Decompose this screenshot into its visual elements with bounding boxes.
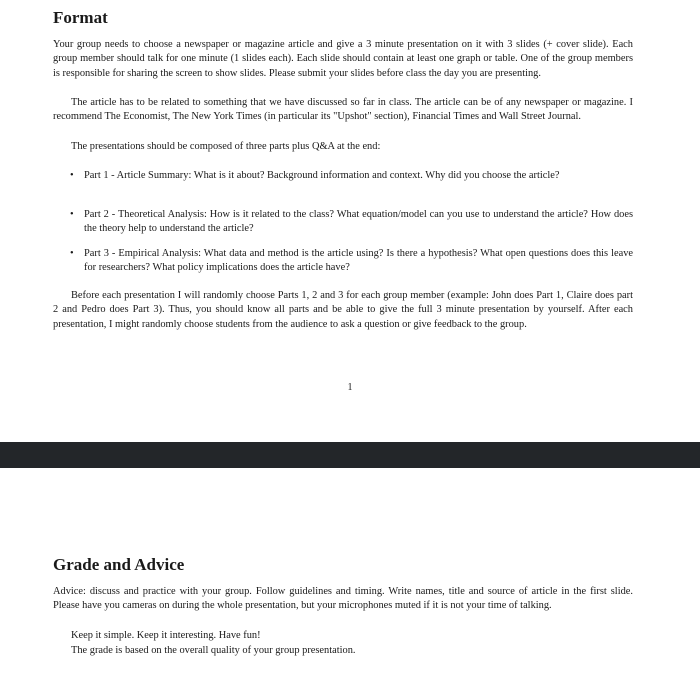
paragraph-article-sources: The article has to be related to something that we have discussed so far in class. The article can be of any newspaper or magazine. I recommend The Economist, The New York Times (in particular its "Upshot" section), Financial Times and Wall Street Journal. [53,97,633,123]
paragraph-keep-simple: Keep it simple. Keep it interesting. Have fun! [71,630,261,641]
page-number: 1 [347,382,353,393]
bullet-icon: • [70,248,74,259]
paragraph-grade-basis: The grade is based on the overall quality of your group presentation. [71,645,356,656]
bullet-icon: • [70,209,74,220]
paragraph-presentation-rules: Before each presentation I will randomly choose Parts 1, 2 and 3 for each group member (example: John does Part 1, Claire does part 2 and Pedro does Part 3). Thus, you should know all parts and be able to give the full 3 minute presentation by yourself. After each presentation, I might randomly choose students from the audience to ask a question or give feedback to the group. [53,290,633,330]
section-title-grade-advice: Grade and Advice [53,555,185,574]
list-item-part-2 [70,208,633,237]
list-item-part-3 [70,247,633,276]
paragraph-advice: Advice: discuss and practice with your group. Follow guidelines and timing. Write names, title and source of article in the first slide. Please have you cameras on during the whole presentation, but your microphones muted if it is not your time of talking. [53,586,633,612]
paragraph-requirements: Your group needs to choose a newspaper or magazine article and give a 3 minute presentation on it with 3 slides (+ cover slide). Each group member should talk for one minute (1 slides each). Each slide should contain at least one graph or table. One of the group members is responsible for sharing the screen to show slides. Please submit your slides before class the day you are presenting. [53,39,633,79]
page-divider [0,442,700,468]
list-item-text: Part 1 - Article Summary: What is it about? Background information and context. Why did you choose the article? [84,170,560,181]
paragraph-structure-intro: The presentations should be composed of three parts plus Q&A at the end: [71,141,381,152]
list-item-text: Part 2 - Theoretical Analysis: How is it related to the class? What equation/model can you use to understand the article? How does the theory help to understand the article? [84,209,633,235]
list-item-part-1 [70,169,633,183]
section-title-format: Format [53,8,108,27]
list-item-text: Part 3 - Empirical Analysis: What data and method is the article using? Is there a hypothesis? What open questions does this leave for researchers? What policy implications does the article have? [84,248,633,274]
document-page-2 [0,468,700,694]
bullet-icon: • [70,170,74,181]
